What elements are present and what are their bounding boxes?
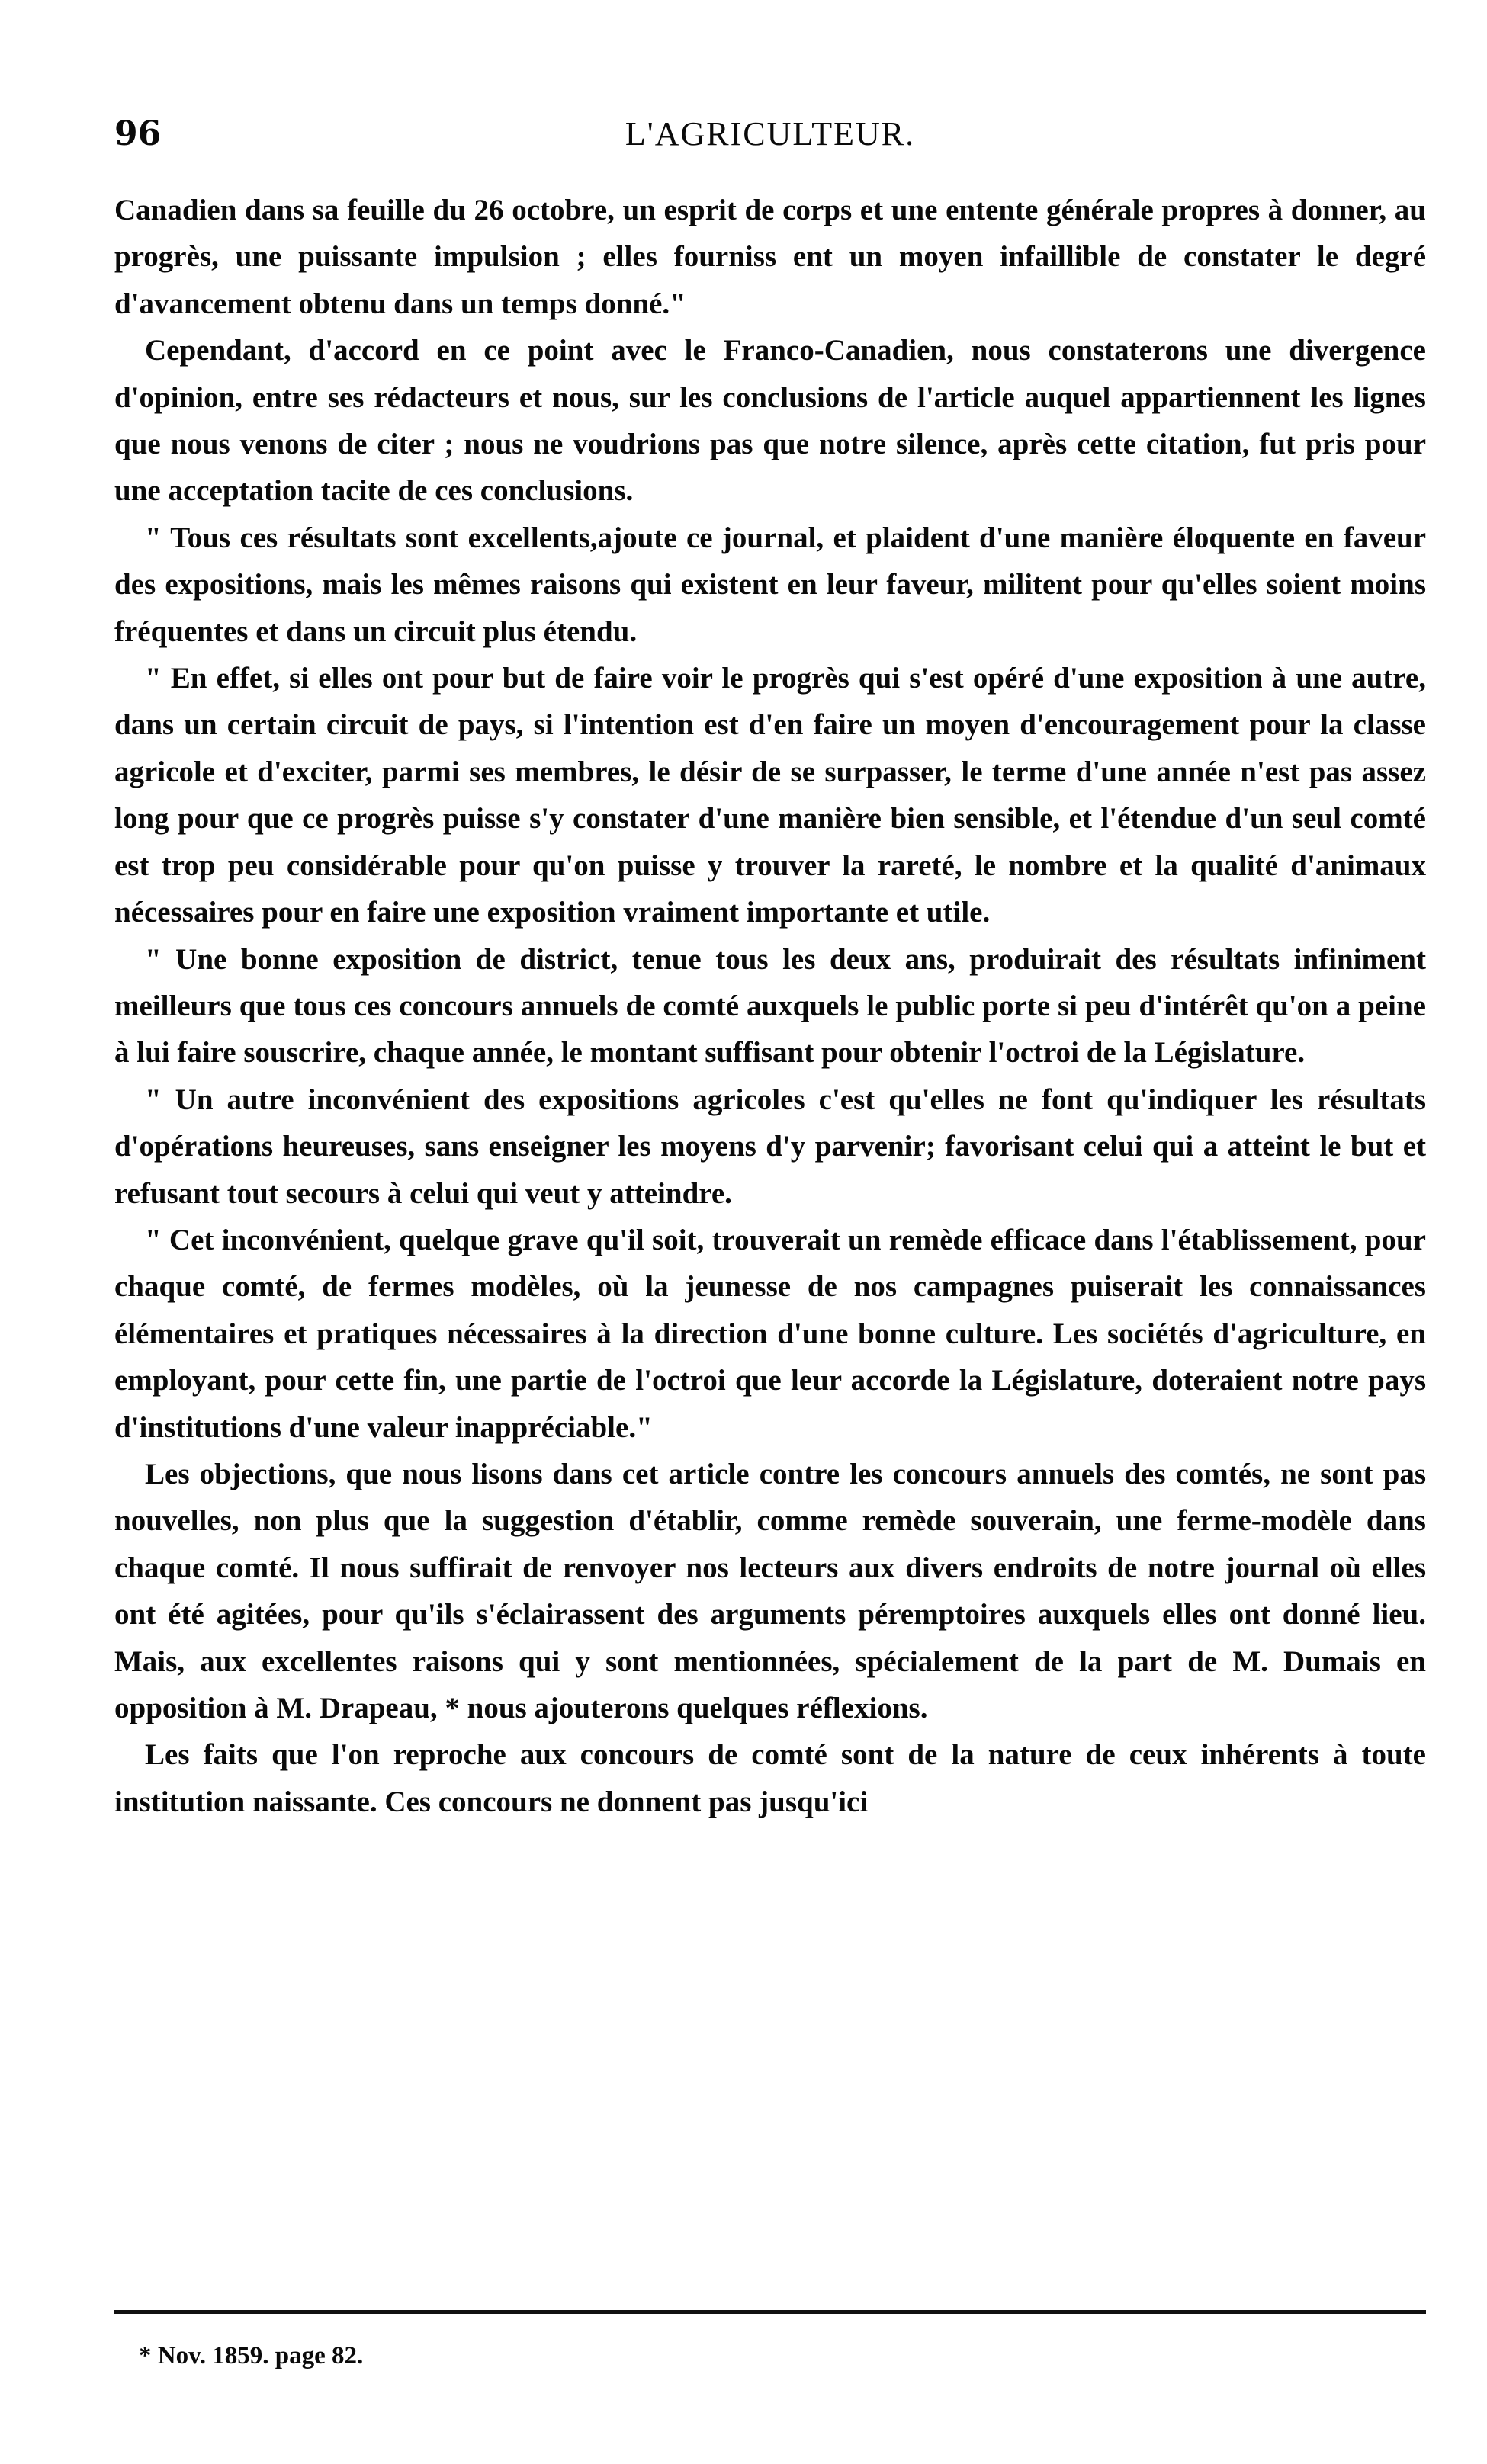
paragraph-5: " Une bonne exposition de district, tenue tous les deux ans, produirait des résultats infiniment meilleurs que tous ces concours annuels de comté auxquels le public porte si peu d'intérêt qu'on a peine à lui faire souscrire, chaque année, le montant suffisant pour obtenir l'octroi de la Législature.: [114, 942, 1426, 1070]
body-text: [114, 187, 1426, 1825]
footnote: * Nov. 1859. page 82.: [139, 2342, 364, 2369]
paragraph-3: " Tous ces résultats sont excellents,ajoute ce journal, et plaident d'une manière éloquente en faveur des expositions, mais les mêmes raisons qui existent en leur faveur, militent pour qu'elles soient moins fréquentes et dans un circuit plus étendu.: [114, 521, 1426, 648]
paragraph-2: Cependant, d'accord en ce point avec le Franco-Canadien, nous constaterons une divergence d'opinion, entre ses rédacteurs et nous, sur les conclusions de l'article auquel appartiennent les lignes que nous venons de citer ; nous ne voudrions pas que notre silence, après cette citation, fut pris pour une acceptation tacite de ces conclusions.: [114, 334, 1426, 508]
running-title: L'AGRICULTEUR.: [625, 115, 916, 152]
paragraph-1: Canadien dans sa feuille du 26 octobre, un esprit de corps et une entente générale propres à donner, au progrès, une puissante impulsion ; elles fourniss ent un moyen infaillible de constater le degré d'avancement obtenu dans un temps donné.": [114, 194, 1426, 320]
page-number: 96: [114, 114, 162, 153]
paragraph-4: " En effet, si elles ont pour but de faire voir le progrès qui s'est opéré d'une exposition à une autre, dans un certain circuit de pays, si l'intention est d'en faire un moyen d'encouragement pour la classe agricole et d'exciter, parmi ses membres, le désir de se surpasser, le terme d'une année n'est pas assez long pour que ce progrès puisse s'y constater d'une manière bien sensible, et l'étendue d'un seul comté est trop peu considérable pour qu'on puisse y trouver la rareté, le nombre et la qualité d'animaux nécessaires pour en faire une exposition vraiment importante et utile.: [114, 662, 1426, 929]
paragraph-7: " Cet inconvénient, quelque grave qu'il soit, trouverait un remède efficace dans l'établissement, pour chaque comté, de fermes modèles, où la jeunesse de nos campagnes puiserait les connaissances élémentaires et pratiques nécessaires à la direction d'une bonne culture. Les sociétés d'agriculture, en employant, pour cette fin, une partie de l'octroi que leur accorde la Législature, doteraient notre pays d'institutions d'une valeur inappréciable.": [114, 1223, 1426, 1444]
paragraph-6: " Un autre inconvénient des expositions agricoles c'est qu'elles ne font qu'indiquer les résultats d'opérations heureuses, sans enseigner les moyens d'y parvenir; favorisant celui qui a atteint le but et refusant tout secours à celui qui veut y atteindre.: [114, 1083, 1426, 1210]
footnote-divider: [114, 2310, 1426, 2314]
page-header: [114, 114, 1426, 168]
paragraph-9: Les faits que l'on reproche aux concours de comté sont de la nature de ceux inhérents à toute institution naissante. Ces concours ne donnent pas jusqu'ici: [114, 1738, 1426, 1818]
paragraph-8: Les objections, que nous lisons dans cet article contre les concours annuels des comtés, ne sont pas nouvelles, non plus que la suggestion d'établir, comme remède souverain, une ferme-modèle dans chaque comté. Il nous suffirait de renvoyer nos lecteurs aux divers endroits de notre journal où elles ont été agitées, pour qu'ils s'éclairassent des arguments péremptoires auxquels elles ont donné lieu. Mais, aux excellentes raisons qui y sont mentionnées, spécialement de la part de M. Dumais en opposition à M. Drapeau, * nous ajouterons quelques réflexions.: [114, 1457, 1426, 1724]
